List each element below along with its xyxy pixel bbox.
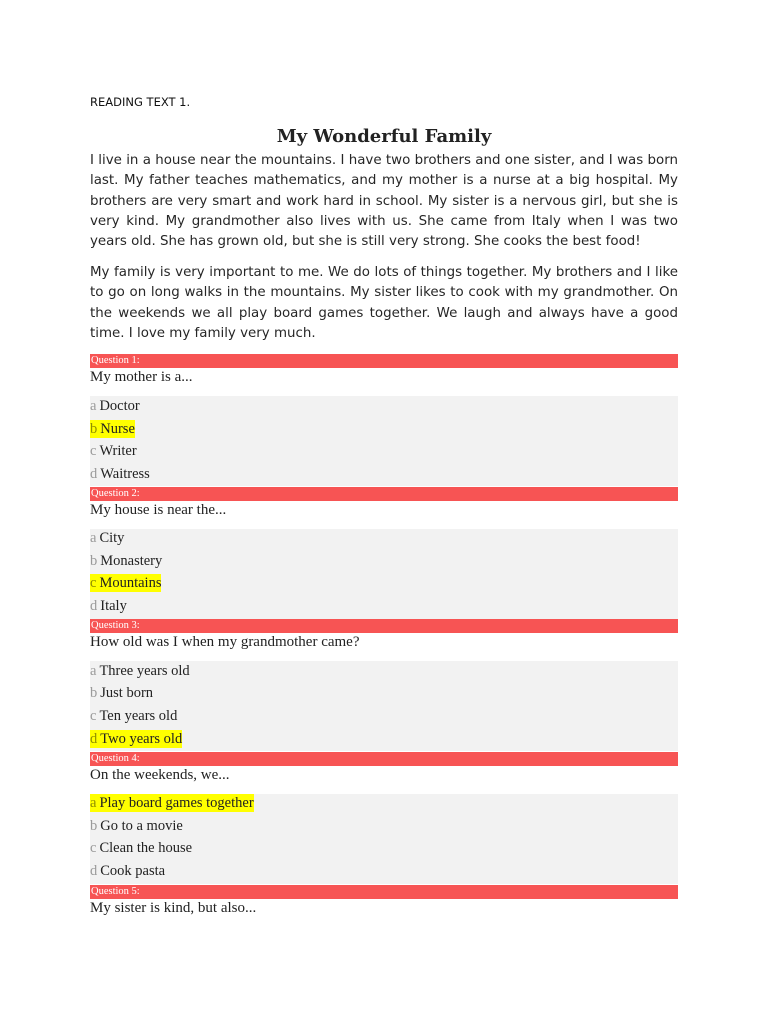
question-1-bar: Question 1: — [90, 354, 678, 368]
question-1-option-d[interactable]: d Waitress — [90, 466, 150, 482]
question-4-option-c[interactable]: c Clean the house — [90, 840, 193, 856]
question-4-option-d[interactable]: d Cook pasta — [90, 863, 166, 879]
question-1-option-c[interactable]: c Writer — [90, 443, 137, 459]
question-3-option-d[interactable]: d Two years old — [90, 731, 183, 747]
question-5-text: My sister is kind, but also... — [90, 900, 257, 916]
question-5-bar: Question 5: — [90, 885, 678, 899]
question-4-option-a[interactable]: a Play board games together — [90, 795, 254, 811]
question-3-options — [90, 661, 678, 751]
question-2-text: My house is near the... — [90, 502, 227, 518]
question-2-option-a[interactable]: a City — [90, 530, 125, 546]
question-1-options — [90, 396, 678, 486]
question-2-option-d[interactable]: d Italy — [90, 598, 127, 614]
question-2-bar: Question 2: — [90, 487, 678, 501]
paragraph-1: I live in a house near the mountains. I have two brothers and one sister, and I was born last. My father teaches mathematics, and my mother is a nurse at a big hospital. My brothers are very smart and work hard in school. My sister is a nervous girl, but she is very kind. My grandmother also lives with us. She came from Italy when I was two years old. She has grown old, but she is still very strong. She cooks the best food! — [90, 153, 678, 250]
question-3-text: How old was I when my grandmother came? — [90, 634, 360, 650]
question-1-option-a[interactable]: a Doctor — [90, 398, 140, 414]
question-4-option-b[interactable]: b Go to a movie — [90, 818, 183, 834]
question-2-options — [90, 529, 678, 619]
question-4-options — [90, 794, 678, 884]
question-4-text: On the weekends, we... — [90, 767, 230, 783]
question-4-bar: Question 4: — [90, 752, 678, 766]
question-3-option-a[interactable]: a Three years old — [90, 663, 190, 679]
question-1-text: My mother is a... — [90, 369, 193, 385]
question-3-option-b[interactable]: b Just born — [90, 685, 154, 701]
question-3-option-c[interactable]: c Ten years old — [90, 708, 178, 724]
reading-label: READING TEXT 1. — [90, 95, 191, 109]
page-title: My Wonderful Family — [276, 126, 492, 147]
question-2-option-b[interactable]: b Monastery — [90, 553, 163, 569]
question-1-option-b[interactable]: b Nurse — [90, 421, 135, 437]
paragraph-2: My family is very important to me. We do lots of things together. My brothers and I like to go on long walks in the mountains. My sister likes to cook with my grandmother. On the weekends we all play board games together. We laugh and always have a good time. I love my family very much. — [90, 265, 678, 341]
question-2-option-c[interactable]: c Mountains — [90, 575, 162, 591]
question-3-bar: Question 3: — [90, 619, 678, 633]
